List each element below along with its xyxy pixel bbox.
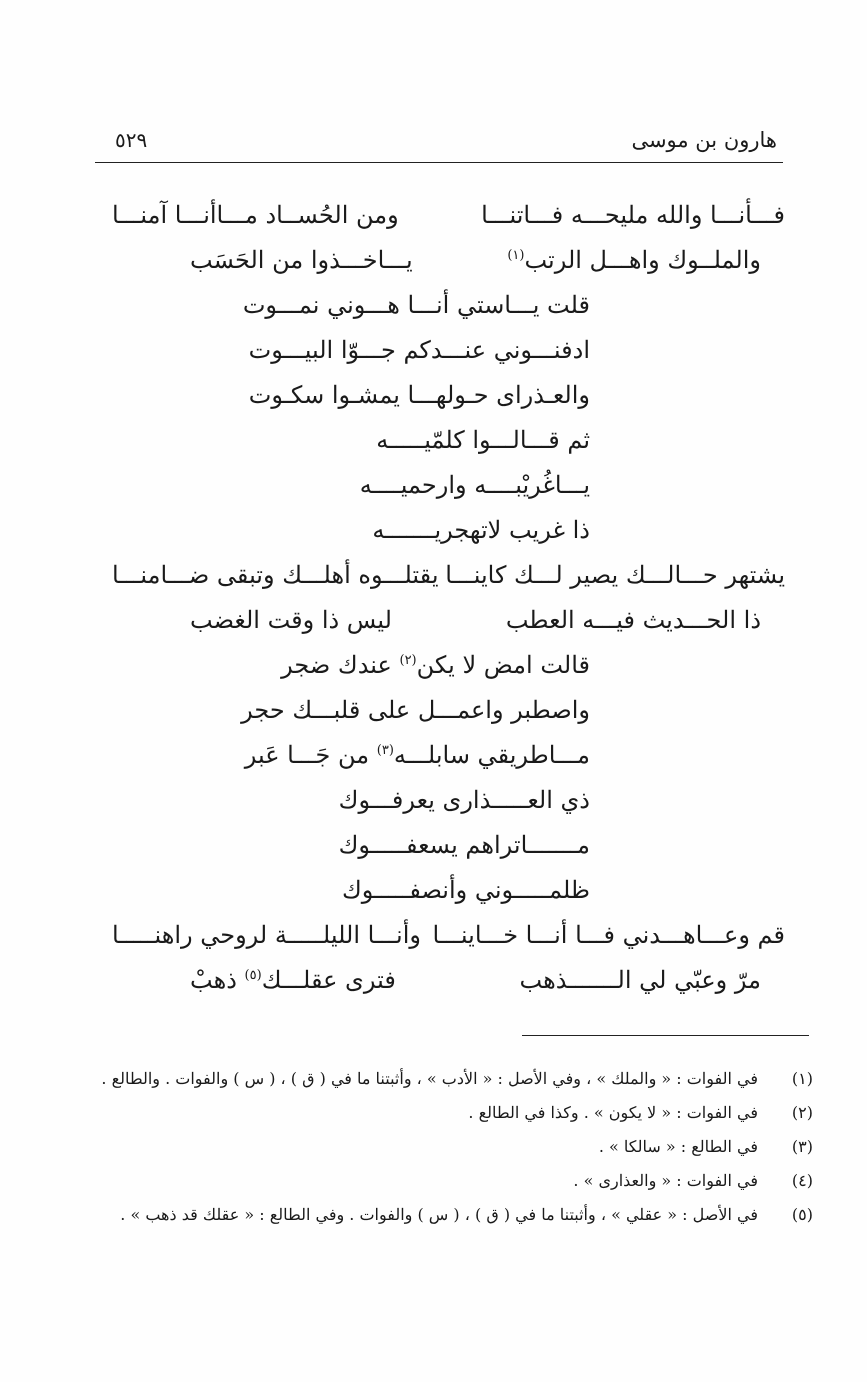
footnote-text: في الفوات : « لا يكون » . وكذا في الطالع . [468, 1103, 758, 1122]
verse-line [100, 958, 785, 1003]
second-hemistich: يـــاخـــذوا من الحَسَب [190, 246, 413, 274]
footnote-number: (٤) [791, 1171, 813, 1190]
first-hemistich: ذا الحـــديث فيـــه العطب [505, 606, 761, 634]
verse-line [100, 553, 785, 598]
footnote-number: (٣) [791, 1137, 813, 1156]
single-verse: ذا غريب لاتهجريـــــــه [372, 516, 590, 544]
verse-line [100, 598, 785, 643]
second-hemistich: وأنـــا الليلـــــة لروحي راهنـــــا [112, 921, 421, 949]
hemistich-text: والملــوك واهـــل الرتب [524, 246, 761, 274]
first-hemistich: مرّ وعبّي لي الـــــــذهب [519, 966, 761, 994]
footnote-marker: (٢) [399, 653, 417, 668]
single-verse: ادفنـــوني عنـــدكم جـــوّا البيـــوت [248, 336, 590, 364]
verse-line [100, 868, 785, 913]
verse-text: قالت امض لا يكن [416, 651, 590, 679]
first-hemistich: فـــأنـــا والله مليحـــه فـــاتنـــا [481, 201, 785, 229]
verse-line [100, 463, 785, 508]
verse-line [100, 778, 785, 823]
footnote-number: (٥) [791, 1205, 813, 1224]
verse-line [100, 193, 785, 238]
verse-line [100, 643, 785, 688]
footnote-number: (١) [791, 1069, 813, 1088]
footnote [95, 1130, 813, 1164]
single-verse [281, 643, 590, 688]
single-verse [245, 733, 590, 778]
footnote [95, 1062, 813, 1096]
first-hemistich: يشتهر حـــالـــك يصير لـــك كاينـــا [445, 561, 785, 589]
second-hemistich: ليس ذا وقت الغضب [190, 606, 392, 634]
hemistich-text-tail: ذهبْ [190, 966, 245, 994]
footnote-number: (٢) [791, 1103, 813, 1122]
footnote-marker: (٥) [244, 968, 262, 983]
verse-line [100, 373, 785, 418]
page-number: ٥٢٩ [115, 128, 148, 152]
verse-text-tail: من جَـــا عَبر [244, 741, 377, 769]
single-verse: والعـذراى حـولهـــا يمشـوا سكـوت [248, 381, 590, 409]
footnote [95, 1096, 813, 1130]
second-hemistich: يقتلـــوه أهلـــك وتبقى ضـــامنـــا [112, 561, 439, 589]
footnote [95, 1198, 813, 1232]
verse-line [100, 418, 785, 463]
verse-text: مـــاطريقي سابلـــه [393, 741, 590, 769]
footnote-marker: (٣) [376, 743, 394, 758]
footnote-rule [522, 1035, 809, 1036]
verse-text-tail: عندك ضجر [281, 651, 400, 679]
footnote-text: في الفوات : « والعذارى » . [573, 1171, 758, 1190]
verse-line [100, 238, 785, 283]
verse-line [100, 688, 785, 733]
single-verse: يـــاغُريْبــــه وارحميــــه [359, 471, 590, 499]
verse-line [100, 508, 785, 553]
verse-line [100, 913, 785, 958]
verse-line [100, 283, 785, 328]
single-verse: قلت يـــاستي أنـــا هـــوني نمـــوت [242, 291, 590, 319]
single-verse: مـــــــاتراهم يسعفـــــوك [338, 831, 590, 859]
footnote-text: في الطالع : « سالكا » . [598, 1137, 758, 1156]
verse-line [100, 823, 785, 868]
page-header [95, 128, 777, 160]
verse-line [100, 328, 785, 373]
poem [100, 193, 785, 1003]
first-hemistich: قم وعـــاهـــدني فـــا أنـــا خـــاينـــا [432, 921, 785, 949]
hemistich-text: فترى عقلـــك [261, 966, 396, 994]
running-title: هارون بن موسى [631, 128, 777, 152]
footnote-text: في الفوات : « والملك » ، وفي الأصل : « الأدب » ، وأثبتنا ما في ( ق ) ، ( س ) والفوات . والطالع . [101, 1069, 758, 1088]
footnote-marker: (١) [507, 248, 525, 263]
second-hemistich: ومن الحُســاد مـــاأنـــا آمنـــا [112, 201, 399, 229]
second-hemistich [190, 958, 396, 1003]
footnotes [95, 1062, 813, 1232]
footnote [95, 1164, 813, 1198]
verse-line [100, 733, 785, 778]
first-hemistich [507, 238, 761, 283]
single-verse: ظلمـــــوني وأنصفـــــوك [341, 876, 590, 904]
footnote-text: في الأصل : « عقلي » ، وأثبتنا ما في ( ق ) ، ( س ) والفوات . وفي الطالع : « عقلك قد ذهب » . [120, 1205, 758, 1224]
single-verse: ذي العـــــذارى يعرفـــوك [338, 786, 590, 814]
single-verse: ثم قـــالـــوا كلمّيـــــه [376, 426, 590, 454]
header-rule [95, 162, 783, 163]
single-verse: واصطبر واعمـــل على قلبـــك حجر [241, 696, 590, 724]
